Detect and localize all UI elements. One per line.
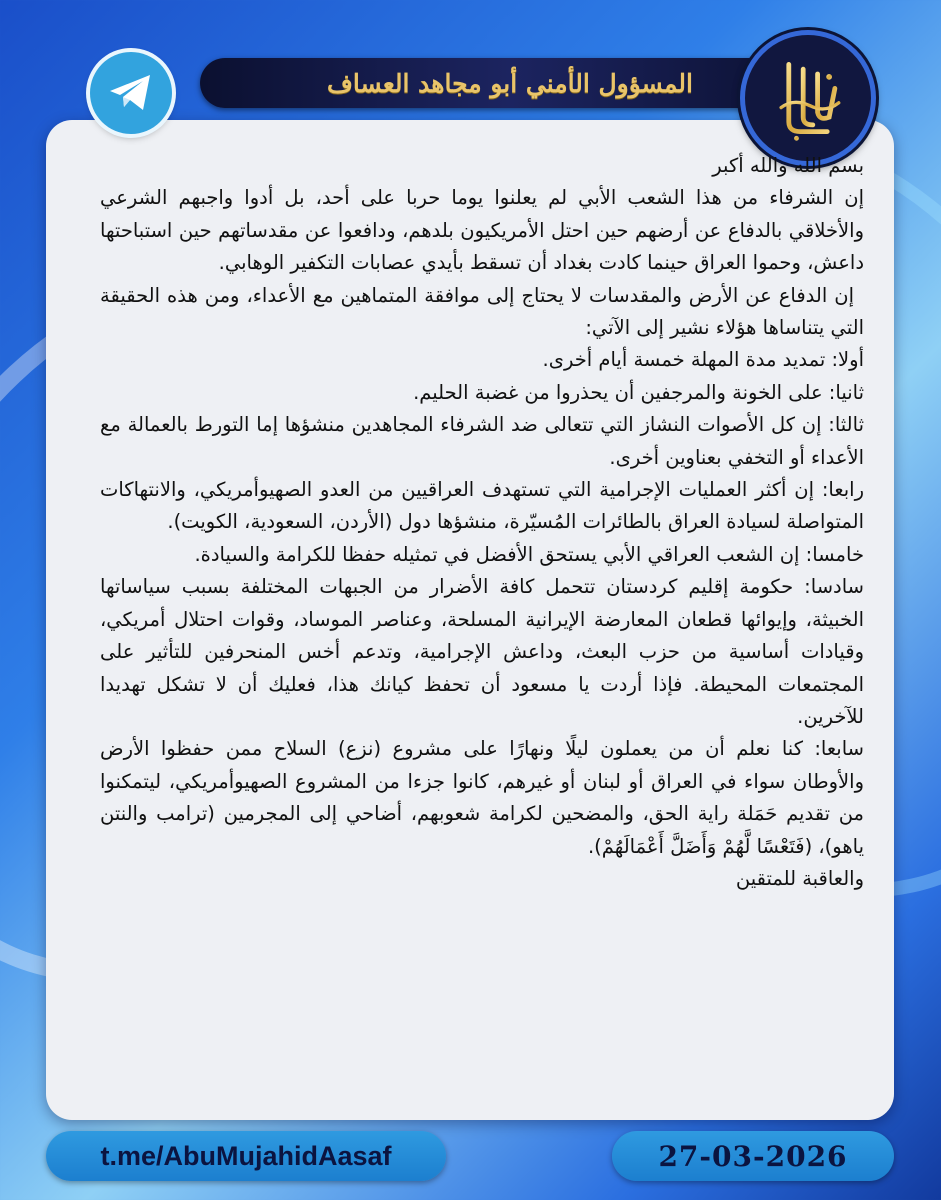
opening-line: بسم الله والله أكبر: [712, 154, 864, 177]
calligraphy-icon: [760, 50, 856, 146]
point-3: ثالثا: إن كل الأصوات النشاز التي تتعالى ضد الشرفاء المجاهدين منشؤها إما التورط بالعمالة مع الأعداء أو التخفي بعناوين أخرى.: [100, 413, 864, 469]
header-title: المسؤول الأمني أبو مجاهد العساف: [327, 68, 693, 98]
point-2: ثانيا: على الخونة والمرجفين أن يحذروا من غضبة الحليم.: [413, 380, 864, 404]
paragraph-1: إن الشرفاء من هذا الشعب الأبي لم يعلنوا يوما حربا على أحد، بل أدوا واجبهم الشرعي والأخلاقي بالدفاع عن أرضهم حين احتل الأمريكيون بلدهم، ودافعوا عن مقدساتهم حين استباحتها داعش، وحموا العراق حينما كادت بغداد أن تسقط بأيدي عصابات التكفير الوهابي.: [100, 186, 864, 275]
header-banner: [200, 58, 820, 108]
point-6: سادسا: حكومة إقليم كردستان تتحمل كافة الأضرار من الجبهات المختلفة بسبب سياساتها الخبيثة، وإيوائها قطعان المعارضة الإيرانية المسلحة، وعناصر الموساد، وقوات احتلال أمريكي، وقيادات أساسية من حزب البعث، وداعش الإجرامية، وتدعم أخس المنحرفين للتأثير على المجتمعات المحيطة. فإذا أردت يا مسعود أن تحفظ كيانك هذا، فعليك أن لا تشكل تهديدا للآخرين.: [100, 575, 864, 728]
paper-plane-icon: [108, 73, 154, 113]
channel-link[interactable]: t.me/AbuMujahidAasaf: [100, 1140, 392, 1171]
date-badge: [612, 1131, 894, 1181]
paragraph-2: إن الدفاع عن الأرض والمقدسات لا يحتاج إلى موافقة المتماهين مع الأعداء، ومن هذه الحقيقة التي يتناساها هؤلاء نشير إلى الآتي:: [100, 283, 864, 340]
statement-body: [100, 150, 864, 895]
point-5: خامسا: إن الشعب العراقي الأبي يستحق الأفضل في تمثيله حفظا للكرامة والسيادة.: [194, 542, 864, 566]
closing-line: والعاقبة للمتقين: [735, 866, 864, 890]
point-7: سابعا: كنا نعلم أن من يعملون ليلًا ونهارًا على مشروع (نزع) السلاح ممن حفظوا الأرض والأوطان سواء في العراق أو لبنان أو غيرهم، كانوا جزءا من المشروع الصهيوأمريكي، ليتمكنوا من تقديم حَمَلة راية الحق، والمضحين لكرامة شعوبهم، أضاحي إلى المجرمين (ترامب والنتن ياهو)، (فَتَعْسًا لَّهُمْ وَأَضَلَّ أَعْمَالَهُمْ).: [100, 737, 864, 858]
point-4: رابعا: إن أكثر العمليات الإجرامية التي تستهدف العراقيين من العدو الصهيوأمريكي، والانتهاكات المتواصلة لسيادة العراق بالطائرات المُسيّرة، منشؤها دول (الأردن، السعودية، الكويت).: [100, 478, 864, 534]
date-text: 27-03-2026: [658, 1139, 848, 1173]
point-1: أولا: تمديد مدة المهلة خمسة أيام أخرى.: [542, 348, 864, 372]
channel-link-badge[interactable]: [46, 1131, 446, 1181]
telegram-icon[interactable]: [90, 52, 172, 134]
allahu-akbar-emblem: [740, 30, 876, 166]
